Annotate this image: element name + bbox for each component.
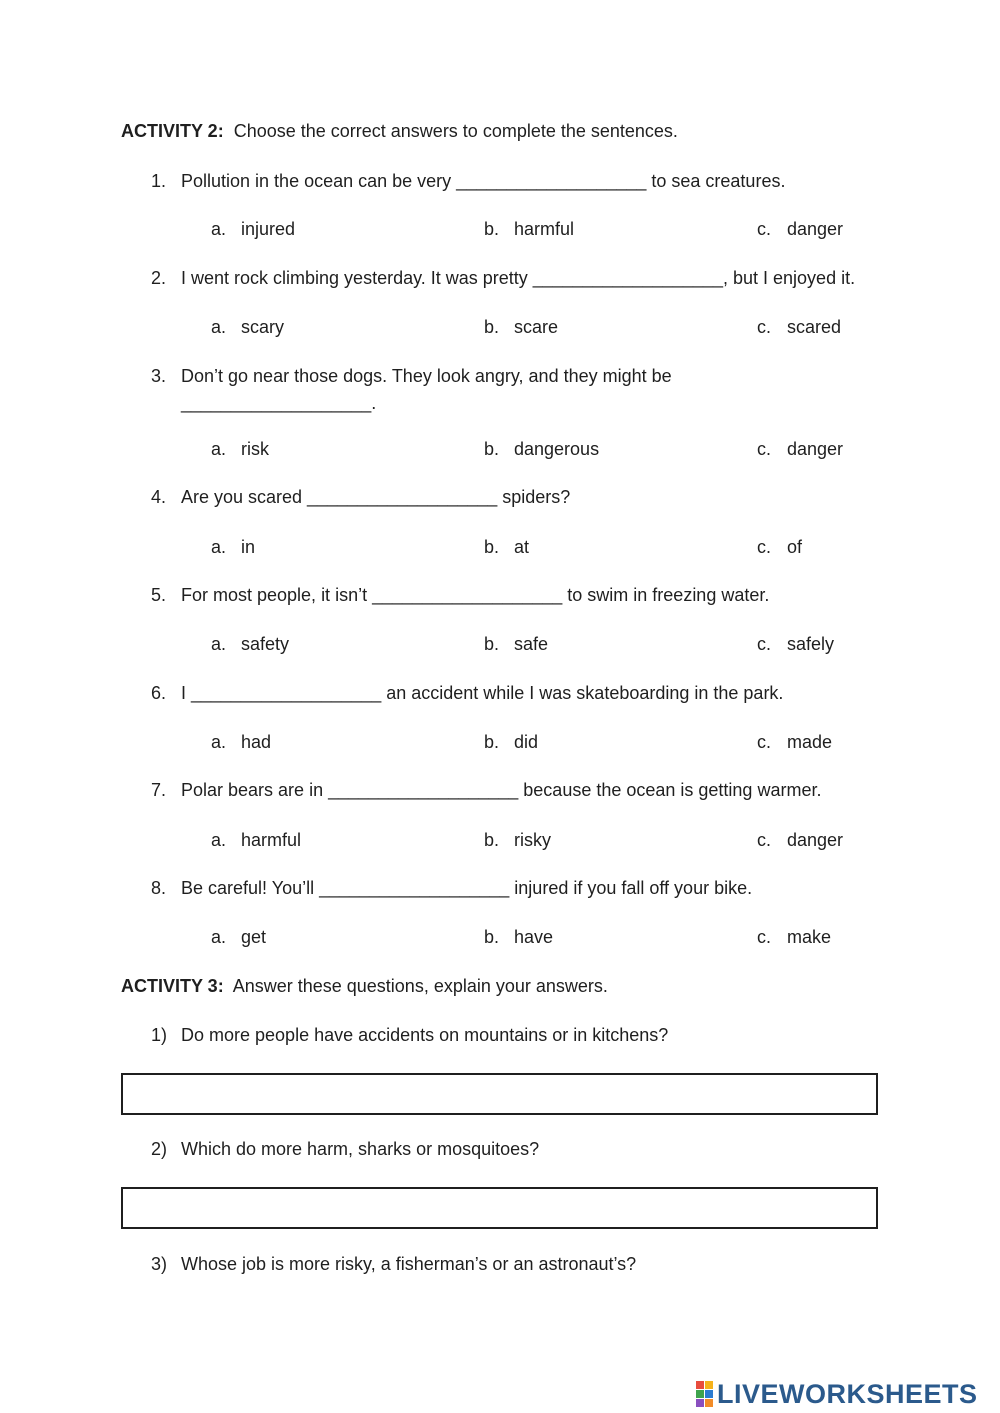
question-1-option-a[interactable]: injured [241, 219, 296, 239]
logo-square [705, 1381, 713, 1389]
open-question-3-number: 3) [151, 1254, 168, 1274]
question-7-option-a-letter: a. [211, 830, 227, 850]
question-2-option-c-letter: c. [757, 317, 772, 337]
question-8-text: Be careful! You’ll ___________________ injured if you fall off your bike. [181, 878, 753, 898]
question-5-option-c[interactable]: safely [787, 634, 835, 654]
question-6-text: I ___________________ an accident while I was skateboarding in the park. [181, 683, 784, 703]
question-7-text: Polar bears are in ___________________ because the ocean is getting warmer. [181, 780, 822, 800]
question-3-text: Don’t go near those dogs. They look angry, and they might be [181, 366, 672, 386]
question-1-option-c-letter: c. [757, 219, 772, 239]
question-4-number: 4. [151, 487, 167, 507]
activity3-label: ACTIVITY 3: [121, 976, 224, 996]
activity2-instruction: Choose the correct answers to complete the sentences. [233, 121, 678, 141]
question-4-option-b[interactable]: at [514, 537, 530, 557]
logo-square [705, 1399, 713, 1407]
question-8-option-c[interactable]: make [787, 927, 832, 947]
question-6-option-c[interactable]: made [787, 732, 833, 752]
question-1-option-b-letter: b. [484, 219, 500, 239]
question-8-option-b-letter: b. [484, 927, 500, 947]
question-8-option-a[interactable]: get [241, 927, 267, 947]
open-question-2-number: 2) [151, 1139, 168, 1159]
logo-square [696, 1381, 704, 1389]
open-question-3-text: Whose job is more risky, a fisherman’s or an astronaut’s? [181, 1254, 637, 1274]
question-4-option-a-letter: a. [211, 537, 227, 557]
answer-box-1[interactable] [121, 1073, 878, 1115]
logo-square [696, 1399, 704, 1407]
question-8-option-b[interactable]: have [514, 927, 554, 947]
question-5-option-a[interactable]: safety [241, 634, 290, 654]
open-question-1-number: 1) [151, 1025, 168, 1045]
activity3-heading [121, 975, 608, 997]
question-7-option-b[interactable]: risky [514, 830, 551, 850]
liveworksheets-brand [696, 1378, 978, 1410]
activity3-instruction: Answer these questions, explain your answers. [232, 976, 608, 996]
question-6-option-a-letter: a. [211, 732, 227, 752]
open-question-2-text: Which do more harm, sharks or mosquitoes? [181, 1139, 540, 1159]
logo-square [696, 1390, 704, 1398]
question-1-option-a-letter: a. [211, 219, 227, 239]
question-5-option-b-letter: b. [484, 634, 500, 654]
question-7-number: 7. [151, 780, 167, 800]
question-6-number: 6. [151, 683, 167, 703]
question-5-text: For most people, it isn’t ___________________ to swim in freezing water. [181, 585, 770, 605]
question-7-option-a[interactable]: harmful [241, 830, 302, 850]
question-4-option-a[interactable]: in [241, 537, 256, 557]
question-4-option-b-letter: b. [484, 537, 500, 557]
brand-name: LIVEWORKSHEETS [717, 1378, 978, 1409]
question-1-option-c[interactable]: danger [787, 219, 844, 239]
question-3-option-a-letter: a. [211, 439, 227, 459]
logo-square [705, 1390, 713, 1398]
question-6-option-c-letter: c. [757, 732, 772, 752]
question-2-text: I went rock climbing yesterday. It was pretty ___________________, but I enjoyed it. [181, 268, 856, 288]
question-2-number: 2. [151, 268, 167, 288]
liveworksheets-logo-icon [696, 1381, 713, 1407]
question-2-option-a-letter: a. [211, 317, 227, 337]
question-8-option-c-letter: c. [757, 927, 772, 947]
question-5-option-c-letter: c. [757, 634, 772, 654]
activity2-label: ACTIVITY 2: [121, 121, 224, 141]
question-2-option-b-letter: b. [484, 317, 500, 337]
question-2-option-b[interactable]: scare [514, 317, 559, 337]
question-3-option-c[interactable]: danger [787, 439, 844, 459]
question-3-text-continued: ___________________. [181, 393, 377, 413]
question-5-option-b[interactable]: safe [514, 634, 549, 654]
question-6-option-a[interactable]: had [241, 732, 272, 752]
question-7-option-c-letter: c. [757, 830, 772, 850]
question-6-option-b-letter: b. [484, 732, 500, 752]
question-8-option-a-letter: a. [211, 927, 227, 947]
question-1-text: Pollution in the ocean can be very ___________________ to sea creatures. [181, 171, 786, 191]
question-4-option-c[interactable]: of [787, 537, 803, 557]
question-5-option-a-letter: a. [211, 634, 227, 654]
question-3-number: 3. [151, 366, 167, 386]
question-3-option-b-letter: b. [484, 439, 500, 459]
open-question-1-text: Do more people have accidents on mountains or in kitchens? [181, 1025, 669, 1045]
question-2-option-c[interactable]: scared [787, 317, 842, 337]
question-1-option-b[interactable]: harmful [514, 219, 575, 239]
question-5-number: 5. [151, 585, 167, 605]
question-7-option-b-letter: b. [484, 830, 500, 850]
question-3-option-b[interactable]: dangerous [514, 439, 600, 459]
question-2-option-a[interactable]: scary [241, 317, 285, 337]
question-6-option-b[interactable]: did [514, 732, 539, 752]
answer-box-2[interactable] [121, 1187, 878, 1229]
question-7-option-c[interactable]: danger [787, 830, 844, 850]
question-4-option-c-letter: c. [757, 537, 772, 557]
question-3-option-c-letter: c. [757, 439, 772, 459]
question-4-text: Are you scared ___________________ spiders? [181, 487, 571, 507]
question-8-number: 8. [151, 878, 167, 898]
question-3-option-a[interactable]: risk [241, 439, 269, 459]
activity2-heading [121, 120, 678, 142]
question-1-number: 1. [151, 171, 167, 191]
